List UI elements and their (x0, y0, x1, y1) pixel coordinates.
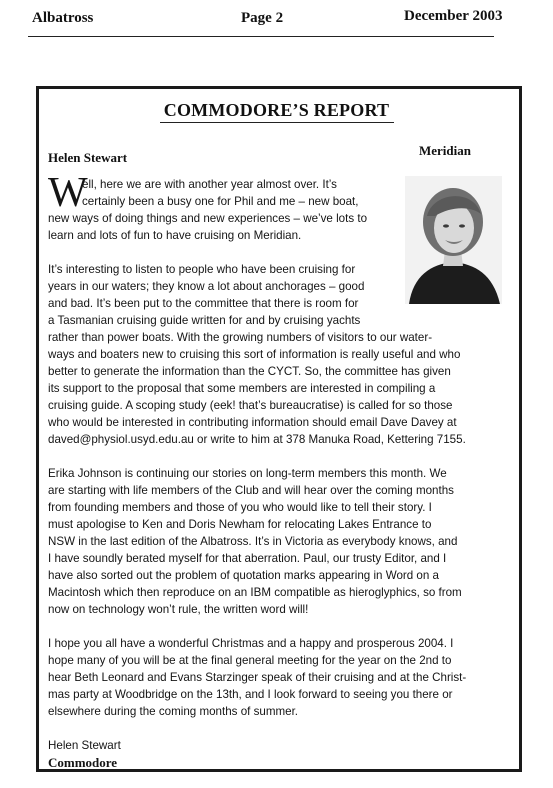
header-rule (28, 36, 494, 37)
text-line: ell, here we are with another year almost over. It’s (82, 178, 337, 191)
text-line: who would be interested in contributing information should email Dave Davey at (48, 416, 457, 429)
text-line: Macintosh which then reproduce on an IBM compatible as hieroglyphics, so from (48, 586, 462, 599)
text-line: from founding members and those of you who would like to tell their story. I (48, 501, 432, 514)
text-line: learn and lots of fun to have cruising on Meridian. (48, 229, 302, 242)
paragraph-intro (48, 170, 514, 244)
text-line: I have soundly berated myself for that aberration. Paul, our trusty Editor, and I (48, 552, 447, 565)
text-line: hear Beth Leonard and Evans Starzinger speak of their cruising and at the Christ- (48, 671, 467, 684)
issue-date: December 2003 (404, 8, 503, 24)
text-line: years in our waters; they know a lot about anchorages – good (48, 280, 365, 293)
signature-name: Helen Stewart (48, 739, 121, 752)
text-line: daved@physiol.usyd.edu.au or write to him at 378 Manuka Road, Kettering 7155. (48, 433, 466, 446)
text-line: better to generate the information than the CYCT. So, the committee has given (48, 365, 451, 378)
text-line: ways and boaters new to cruising this sort of information is really useful and who (48, 348, 461, 361)
publication-name: Albatross (32, 10, 94, 26)
text-line: rather than power boats. With the growing numbers of visitors to our water- (48, 331, 433, 344)
text-line: a Tasmanian cruising guide written for and by cruising yachts (48, 314, 361, 327)
text-line: NSW in the last edition of the Albatross. It’s in Victoria as everybody knows, and (48, 535, 458, 548)
paragraph-season-greetings (48, 635, 514, 720)
page-header (0, 8, 553, 30)
drop-cap: W (48, 170, 88, 216)
text-line: elsewhere during the coming months of summer. (48, 705, 299, 718)
signature-title: Commodore (48, 755, 118, 770)
paragraph-member-stories (48, 465, 514, 618)
signature-block (48, 737, 514, 771)
paragraph-cruising-guide (48, 261, 514, 448)
text-line: have also sorted out the problem of quotation marks appearing in Word on a (48, 569, 439, 582)
text-line: and bad. It’s been put to the committee that there is room for (48, 297, 359, 310)
text-line: hope many of you will be at the final general meeting for the year on the 2nd to (48, 654, 452, 667)
report-title: COMMODORE’S REPORT (163, 100, 390, 120)
text-line: are starting with life members of the Club and will hear over the coming months (48, 484, 454, 497)
text-line: now on technology won’t rule, the written word will! (48, 603, 309, 616)
boat-name: Meridian (419, 143, 471, 158)
author-name: Helen Stewart (48, 150, 128, 165)
text-line: new ways of doing things and new experiences – we’ve lots to (48, 212, 368, 225)
text-line: I hope you all have a wonderful Christmas and a happy and prosperous 2004. I (48, 637, 454, 650)
page-number: Page 2 (241, 10, 284, 26)
text-line: cruising guide. A scoping study (eek! that’s bureaucratise) is called for so those (48, 399, 453, 412)
text-line: must apologise to Ken and Doris Newham for relocating Lakes Entrance to (48, 518, 432, 531)
text-line: its support to the proposal that some members are interested in compiling a (48, 382, 436, 395)
text-line: certainly been a busy one for Phil and me – new boat, (82, 195, 359, 208)
text-line: It’s interesting to listen to people who have been cruising for (48, 263, 356, 276)
title-underline (160, 122, 394, 123)
report-body (48, 170, 514, 771)
text-line: Erika Johnson is continuing our stories on long-term members this month. We (48, 467, 447, 480)
text-line: mas party at Woodbridge on the 13th, and I look forward to seeing you there or (48, 688, 453, 701)
